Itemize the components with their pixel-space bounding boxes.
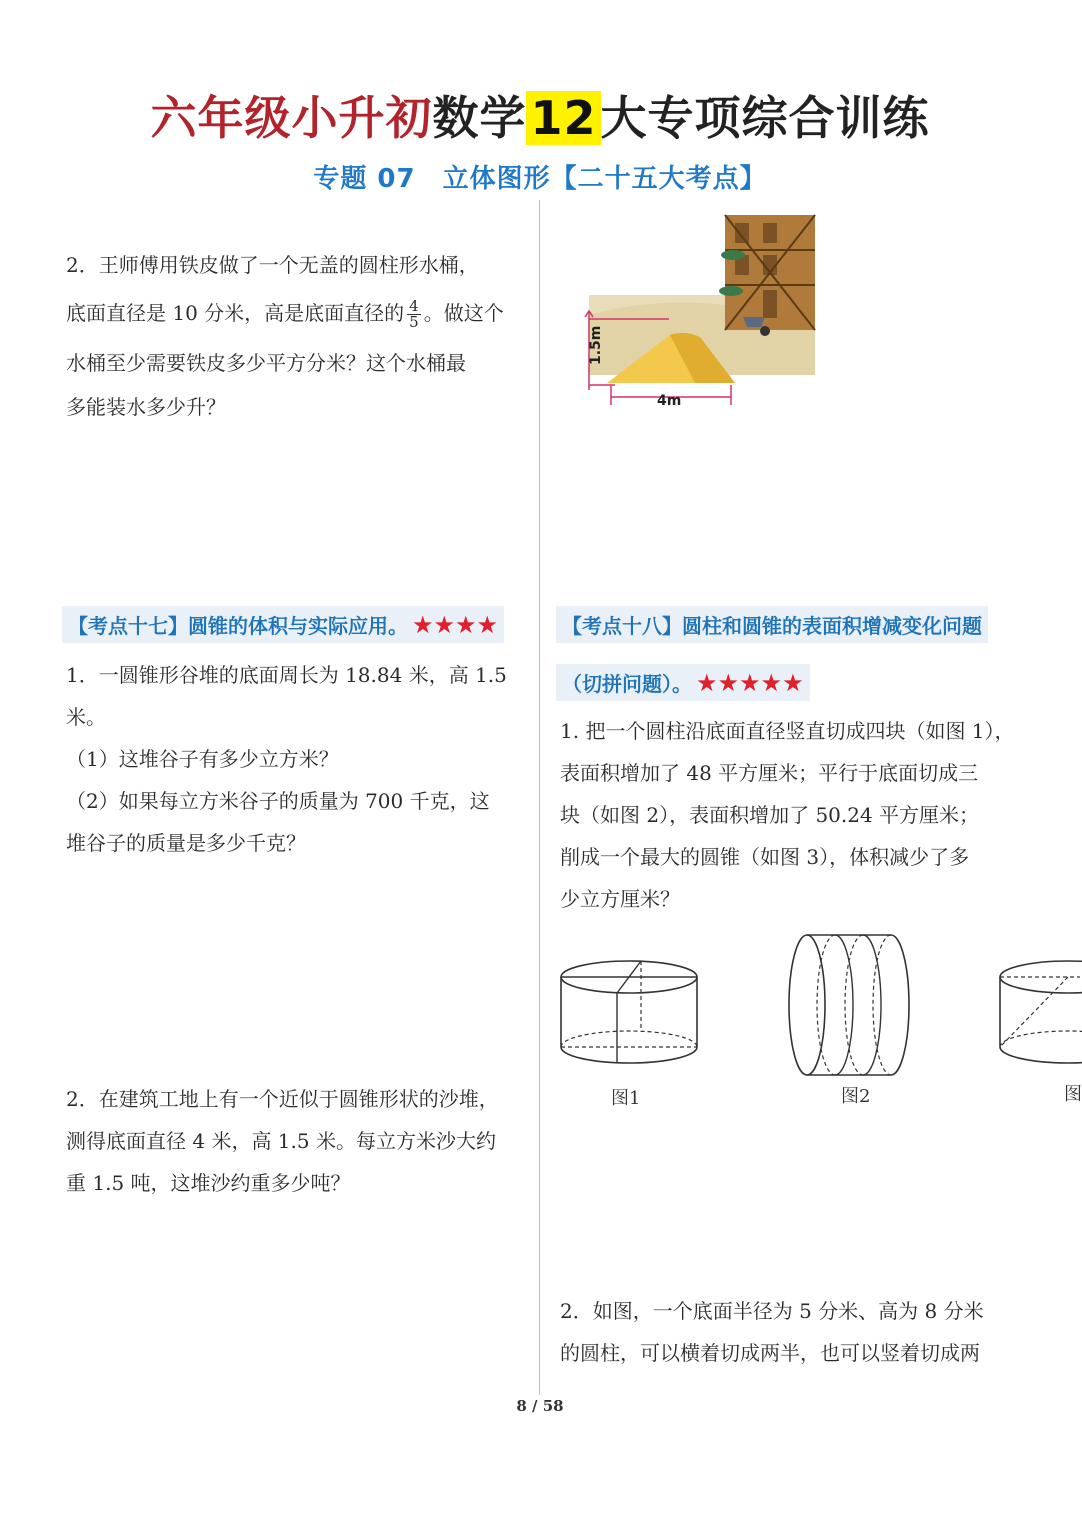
right-q1-line1: 1. 把一个圆柱沿底面直径竖直切成四块（如图 1）， xyxy=(560,719,1015,743)
scaffolding-building xyxy=(719,215,815,330)
fraction xyxy=(407,299,421,330)
right-q2-line1: 2．如图，一个底面半径为 5 分米、高为 8 分米 xyxy=(560,1299,984,1323)
fraction-denominator: 5 xyxy=(409,313,419,331)
left-q2-line2 xyxy=(66,298,504,330)
left-q2b-line2: 测得底面直径 4 米，高 1.5 米。每立方米沙大约 xyxy=(66,1129,496,1153)
difficulty-stars: ★★★★★ xyxy=(696,669,804,697)
left-q2-line2-b: 。做这个 xyxy=(423,301,504,325)
fraction-numerator: 4 xyxy=(409,297,419,315)
keypoint-18-heading-cont xyxy=(556,664,810,701)
keypoint-17-label: 【考点十七】圆锥的体积与实际应用。 xyxy=(68,614,408,638)
column-divider xyxy=(539,200,540,1395)
left-q1-line3: （1）这堆谷子有多少立方米？ xyxy=(66,747,339,771)
keypoint-18-heading: 【考点十八】圆柱和圆锥的表面积增减变化问题 xyxy=(556,606,988,643)
keypoint-17-heading xyxy=(62,606,504,643)
right-q2-line2: 的圆柱，可以横着切成两半，也可以竖着切成两 xyxy=(560,1341,980,1365)
title-part-math: 数学 xyxy=(432,91,527,145)
figure-3-label: 图 xyxy=(1064,1084,1082,1105)
left-q1-line5: 堆谷子的质量是多少千克？ xyxy=(66,831,306,855)
figure-1-label: 图1 xyxy=(611,1088,641,1109)
page-subtitle: 专题 07 立体图形【二十五大考点】 xyxy=(313,164,767,194)
title-part-training: 大专项综合训练 xyxy=(600,91,930,145)
left-q2b-line3: 重 1.5 吨，这堆沙约重多少吨？ xyxy=(66,1171,351,1195)
page-title xyxy=(0,78,1080,158)
figure-2-cylinder-sliced xyxy=(785,930,915,1080)
left-q2b-line1: 2．在建筑工地上有一个近似于圆锥形状的沙堆， xyxy=(66,1087,499,1111)
left-q2-line2-a: 底面直径是 10 分米，高是底面直径的 xyxy=(66,301,405,325)
right-q1-line4: 削成一个最大的圆锥（如图 3），体积减少了多 xyxy=(560,845,970,869)
right-q1-line2: 表面积增加了 48 平方厘米；平行于底面切成三 xyxy=(560,761,979,785)
left-q2-line4: 多能装水多少升？ xyxy=(66,395,226,419)
left-q1-line1: 1．一圆锥形谷堆的底面周长为 18.84 米，高 1.5 xyxy=(66,663,507,687)
page-number: 8 / 58 xyxy=(516,1397,564,1415)
figure-1-cylinder-quartered xyxy=(555,955,703,1075)
height-label: 1.5m xyxy=(588,325,604,365)
right-q1-line3: 块（如图 2），表面积增加了 50.24 平方厘米； xyxy=(560,803,980,827)
title-highlight: 12 xyxy=(526,91,600,145)
figure-3-cylinder-cone xyxy=(996,955,1080,1075)
sand-pile-illustration xyxy=(575,215,815,410)
keypoint-18-label2: （切拼问题）。 xyxy=(562,672,692,696)
left-q1-line4: （2）如果每立方米谷子的质量为 700 千克，这 xyxy=(66,789,490,813)
title-part-grade: 六年级小升初 xyxy=(150,91,433,145)
left-q2-line1: 2．王师傅用铁皮做了一个无盖的圆柱形水桶， xyxy=(66,253,479,277)
right-q1-line5: 少立方厘米？ xyxy=(560,887,680,911)
left-q2-line3: 水桶至少需要铁皮多少平方分米？这个水桶最 xyxy=(66,351,466,375)
left-q1-line2: 米。 xyxy=(66,705,106,729)
width-label: 4m xyxy=(657,393,682,409)
difficulty-stars: ★★★★ xyxy=(412,611,499,639)
figure-2-label: 图2 xyxy=(841,1086,871,1107)
